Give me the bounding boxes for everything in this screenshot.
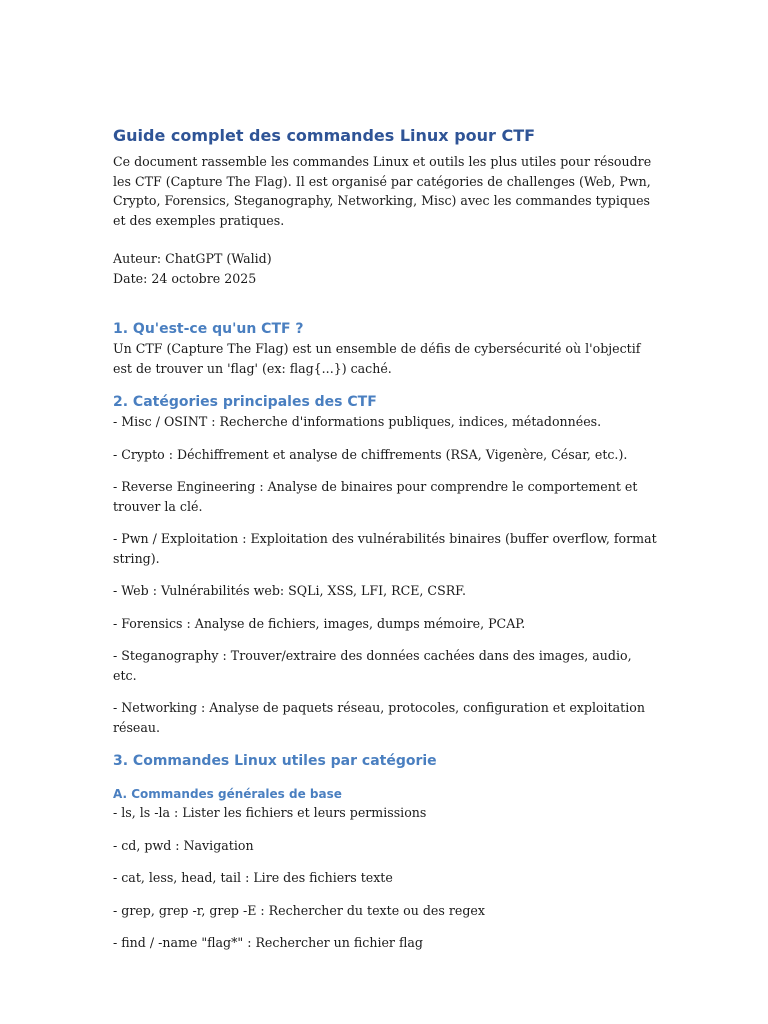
spacer bbox=[113, 771, 658, 785]
spacer bbox=[113, 230, 658, 249]
spacer bbox=[113, 378, 658, 392]
spacer bbox=[113, 516, 658, 529]
spacer bbox=[113, 855, 658, 868]
category-item: - Networking : Analyse de paquets réseau, protocoles, configuration et exploitation réseau. bbox=[113, 700, 645, 735]
spacer bbox=[113, 737, 658, 751]
category-item: - Pwn / Exploitation : Exploitation des vulnérabilités binaires (buffer overflow, format string). bbox=[113, 531, 657, 566]
spacer bbox=[113, 601, 658, 614]
intro-paragraph: Ce document rassemble les commandes Linux et outils les plus utiles pour résoudre les CTF (Capture The Flag). Il est organisé par catégories de challenges (Web, Pwn, Crypto, Forensics, Steganography, Networking, Misc) avec les commandes typiques et des exemples pratiques. bbox=[113, 154, 652, 228]
category-item: - Forensics : Analyse de fichiers, images, dumps mémoire, PCAP. bbox=[113, 615, 526, 631]
spacer bbox=[113, 633, 658, 646]
category-item: - Web : Vulnérabilités web: SQLi, XSS, LFI, RCE, CSRF. bbox=[113, 583, 466, 598]
spacer bbox=[113, 464, 658, 477]
command-item: - find / -name "flag*" : Rechercher un fichier flag bbox=[113, 935, 423, 950]
command-item: - ls, ls -la : Lister les fichiers et leurs permissions bbox=[113, 805, 427, 820]
command-item: - grep, grep -r, grep -E : Rechercher du texte ou des regex bbox=[113, 902, 485, 918]
spacer bbox=[113, 432, 658, 445]
category-item: - Crypto : Déchiffrement et analyse de chiffrements (RSA, Vigenère, César, etc.). bbox=[113, 446, 628, 462]
section-3-heading: 3. Commandes Linux utiles par catégorie bbox=[113, 753, 437, 769]
spacer bbox=[113, 288, 658, 319]
category-item: - Misc / OSINT : Recherche d'informations publiques, indices, métadonnées. bbox=[113, 414, 602, 429]
section-2-heading: 2. Catégories principales des CTF bbox=[113, 394, 377, 410]
document-page bbox=[113, 126, 658, 953]
command-item: - cat, less, head, tail : Lire des fichiers texte bbox=[113, 870, 393, 885]
section-3a-subheading: A. Commandes générales de base bbox=[113, 787, 342, 801]
spacer bbox=[113, 568, 658, 581]
author-line: Auteur: ChatGPT (Walid) bbox=[113, 251, 272, 266]
section-1-text: Un CTF (Capture The Flag) est un ensemble de défis de cybersécurité où l'objectif est de trouver un 'flag' (ex: flag{...}) caché. bbox=[113, 341, 641, 376]
spacer bbox=[113, 685, 658, 698]
date-line: Date: 24 octobre 2025 bbox=[113, 270, 257, 286]
section-1-heading: 1. Qu'est-ce qu'un CTF ? bbox=[113, 321, 304, 337]
spacer bbox=[113, 888, 658, 901]
spacer bbox=[113, 823, 658, 836]
category-item: - Reverse Engineering : Analyse de binaires pour comprendre le comportement et trouver la clé. bbox=[113, 479, 638, 514]
command-item: - cd, pwd : Navigation bbox=[113, 837, 254, 853]
category-item: - Steganography : Trouver/extraire des données cachées dans des images, audio, etc. bbox=[113, 648, 632, 683]
spacer bbox=[113, 920, 658, 933]
document-title: Guide complet des commandes Linux pour CTF bbox=[113, 126, 536, 145]
